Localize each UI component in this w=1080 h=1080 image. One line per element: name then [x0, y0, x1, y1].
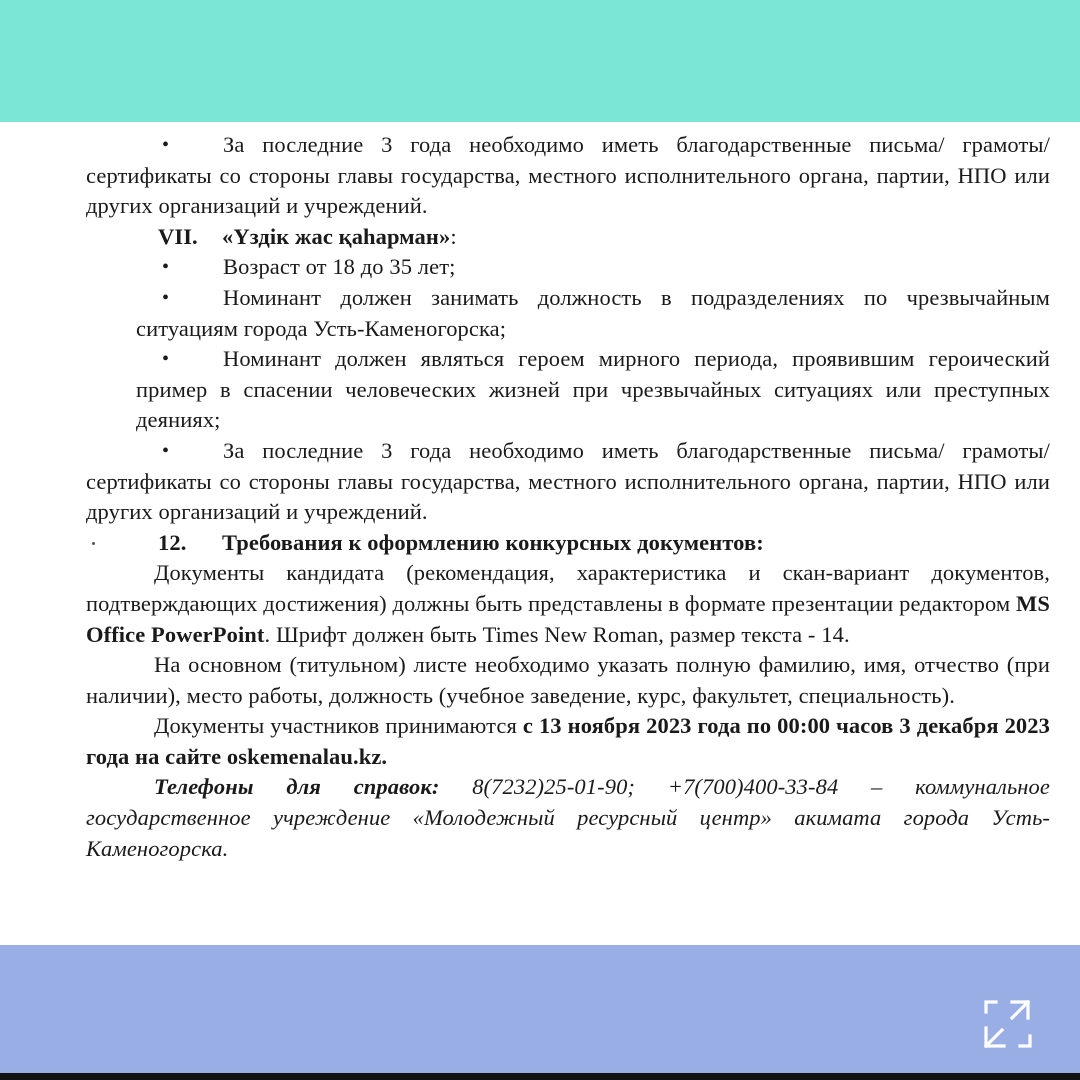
list-item-text: Номинант должен являться героем мирного периода, проявившим героический пример в спасении человеческих жизней при чрезвычайных ситуациях или преступных деяниях; [136, 346, 1050, 433]
bottom-edge [0, 1073, 1080, 1080]
paragraph-format-requirements [86, 558, 1050, 650]
paragraph-title-page [86, 650, 1050, 711]
section-number: 12. [158, 529, 187, 555]
section-title-suffix: : [450, 223, 457, 249]
paragraph-text: Документы кандидата (рекомендация, характеристика и скан-вариант документов, подтверждающих достижения) должны быть представлены в формате презентации редактором [86, 560, 1050, 616]
bullet-icon: • [162, 256, 170, 279]
deadline-text: с 13 ноября 2023 года по 00:00 часов 3 декабря 2023 года на сайте oskemenalau.kz. [86, 713, 1050, 769]
paragraph-text: . Шрифт должен быть Times New Roman, размер текста - 14. [264, 621, 850, 647]
list-item [86, 344, 1050, 436]
list-item [86, 436, 1050, 528]
list-item-text: Возраст от 18 до 35 лет; [223, 254, 456, 280]
contacts-label: Телефоны для справок: [154, 774, 440, 800]
section-title: «Үздік жас қаһарман» [222, 223, 451, 249]
paragraph-contacts [86, 772, 1050, 864]
list-item [86, 252, 1050, 283]
software-name: MS Office PowerPoint [86, 590, 1050, 647]
list-item-text: За последние 3 года необходимо иметь благодарственные письма/ грамоты/ сертификаты со стороны главы государства, местного исполнительного органа, партии, НПО или других организаций и учреждений. [86, 437, 1050, 525]
list-item [86, 130, 1050, 222]
section-heading-12 [86, 528, 1050, 559]
list-item-text: За последние 3 года необходимо иметь благодарственные письма/ грамоты/ сертификаты со стороны главы государства, местного исполнительного органа, партии, НПО или других организаций и учреждений. [86, 132, 1050, 219]
paragraph-text: На основном (титульном) листе необходимо указать полную фамилию, имя, отчество (при наличии), место работы, должность (учебное заведение, курс, факультет, специальность). [86, 652, 1050, 708]
document-page [0, 122, 1080, 945]
contacts-text: 8(7232)25-01-90; +7(700)400-33-84 – коммунальное государственное учреждение «Молодежный ресурсный центр» акимата города Усть-Каменогорска. [86, 774, 1050, 861]
section-heading-vii [86, 222, 1050, 253]
bullet-icon: • [162, 348, 170, 371]
scan-speck [92, 542, 95, 545]
document-text [86, 130, 1050, 864]
section-title: Требования к оформлению конкурсных документов: [222, 529, 764, 555]
section-number: VII. [158, 223, 198, 249]
bullet-icon: • [162, 286, 170, 309]
paragraph-deadline [86, 711, 1050, 772]
top-color-band [0, 0, 1080, 122]
paragraph-text: Документы участников принимаются [154, 713, 523, 739]
list-item-text: Номинант должен занимать должность в подразделениях по чрезвычайным ситуациям города Усть-Каменогорска; [136, 284, 1050, 341]
bullet-icon: • [162, 134, 170, 156]
expand-icon[interactable] [982, 998, 1034, 1050]
bottom-color-band [0, 945, 1080, 1073]
list-item [86, 283, 1050, 344]
bullet-icon: • [162, 439, 170, 462]
